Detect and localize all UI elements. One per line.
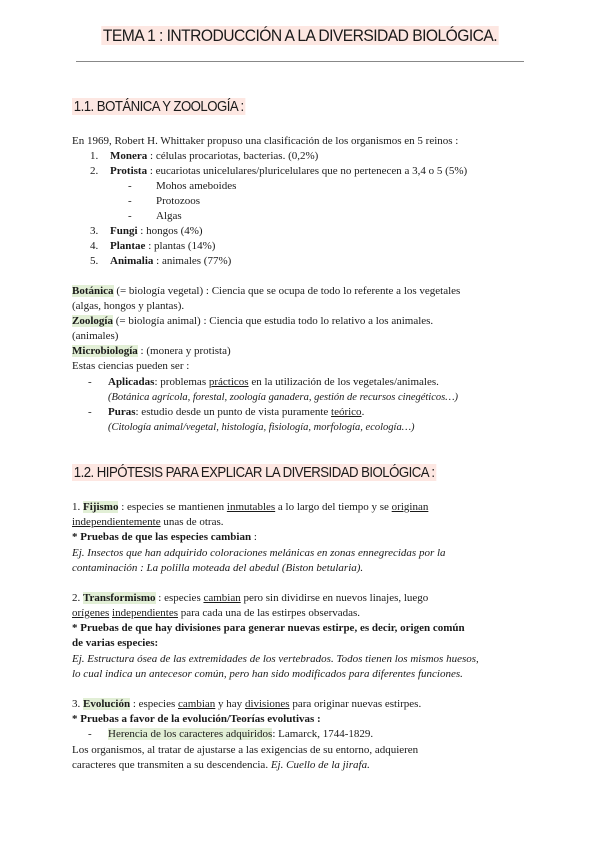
transformismo-definition: 2. Transformismo : especies cambian pero sin dividirse en nuevos linajes, luego <box>72 592 429 604</box>
fijismo-definition: 1. Fijismo : especies se mantienen inmutables a lo largo del tiempo y se originan <box>72 501 429 513</box>
kingdom-item: 1. Monera : células procariotas, bacterias. (0,2%) <box>90 150 319 162</box>
evolucion-text: Los organismos, al tratar de ajustarse a las exigencias de su entorno, adquieren <box>72 744 419 756</box>
intro-text: En 1969, Robert H. Whittaker propuso una clasificación de los organismos en 5 reinos : <box>72 135 459 147</box>
kingdom-item: 3. Fungi : hongos (4%) <box>90 225 203 237</box>
transformismo-example: Ej. Estructura ósea de las extremidades de los vertebrados. Todos tienen los mismos huesos, <box>72 653 479 665</box>
herencia-item: - Herencia de los caracteres adquiridos: Lamarck, 1744-1829. <box>88 728 374 740</box>
puras-item: - Puras: estudio desde un punto de vista puramente teórico. <box>88 406 365 418</box>
zoologia-definition: Zoología (= biología animal) : Ciencia que estudia todo lo relativo a los animales. <box>72 315 434 327</box>
section-heading-1: 1.1. BOTÁNICA Y ZOOLOGÍA : <box>73 98 244 115</box>
fijismo-example: Ej. Insectos que han adquirido coloraciones melánicas en zonas ennegrecidas por la <box>72 547 446 559</box>
botanica-definition: Botánica (= biología vegetal) : Ciencia que se ocupa de todo lo referente a los vegetales <box>72 285 461 297</box>
kingdom-item: 5. Animalia : animales (77%) <box>90 255 232 267</box>
page-title: TEMA 1 : INTRODUCCIÓN A LA DIVERSIDAD BIOLÓGICA. <box>102 26 498 45</box>
kingdom-item: 2. Protista : eucariotas unicelulares/pluricelulares que no pertenecen a 3,4 o 5 (5%) <box>90 165 468 177</box>
transformismo-example-cont: lo cual indica un antecesor común, pero han sido modificados para diferentes funciones. <box>72 668 463 680</box>
kingdom-item: 4. Plantae : plantas (14%) <box>90 240 216 252</box>
puras-examples: (Citología animal/vegetal, histología, fisiología, morfología, ecología…) <box>108 422 415 433</box>
fijismo-definition-cont: independientemente unas de otras. <box>72 516 224 528</box>
estas-ciencias: Estas ciencias pueden ser : <box>72 360 190 372</box>
aplicadas-item: - Aplicadas: problemas prácticos en la utilización de los vegetales/animales. <box>88 376 439 388</box>
fijismo-pruebas: * Pruebas de que las especies cambian : <box>72 531 257 543</box>
section-heading-2: 1.2. HIPÓTESIS PARA EXPLICAR LA DIVERSIDAD BIOLÓGICA : <box>73 464 435 481</box>
protista-subitem: - Algas <box>128 210 182 222</box>
evolucion-text-cont: caracteres que transmiten a su descendencia. Ej. Cuello de la jirafa. <box>72 759 370 771</box>
protista-subitem: - Mohos ameboides <box>128 180 237 192</box>
evolucion-definition: 3. Evolución : especies cambian y hay divisiones para originar nuevas estirpes. <box>72 698 422 710</box>
microbiologia-definition: Microbiología : (monera y protista) <box>72 345 231 357</box>
botanica-definition-cont: (algas, hongos y plantas). <box>72 300 185 312</box>
title-divider <box>76 61 524 62</box>
transformismo-definition-cont: orígenes independientes para cada una de las estirpes observadas. <box>72 607 361 619</box>
zoologia-definition-cont: (animales) <box>72 330 119 342</box>
evolucion-pruebas: * Pruebas a favor de la evolución/Teorías evolutivas : <box>72 713 321 725</box>
aplicadas-examples: (Botánica agrícola, forestal, zoología ganadera, gestión de recursos cinegéticos…) <box>108 392 459 403</box>
protista-subitem: - Protozoos <box>128 195 200 207</box>
transformismo-pruebas-cont: de varias especies: <box>72 637 159 649</box>
transformismo-pruebas: * Pruebas de que hay divisiones para generar nuevas estirpe, es decir, origen común <box>72 622 465 634</box>
fijismo-example-cont: contaminación : La polilla moteada del abedul (Biston betularia). <box>72 562 364 574</box>
